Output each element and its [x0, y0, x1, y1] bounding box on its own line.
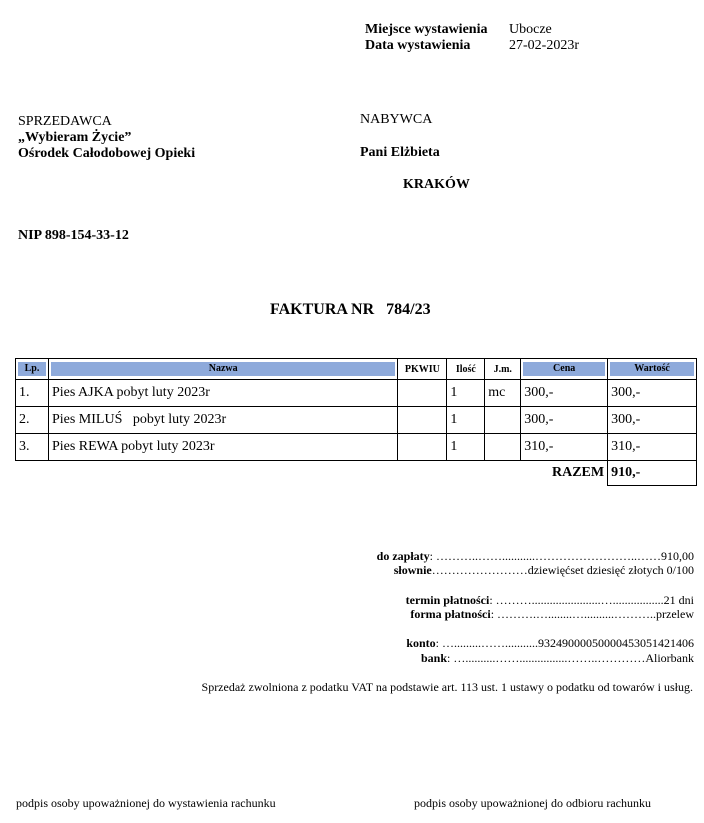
- table-row: [16, 407, 697, 434]
- cell-price: 300,-: [521, 380, 608, 407]
- amount-in-words: słownie……………………dziewięćset dziesięć złotych 0/100: [393, 563, 694, 577]
- cell-value: 310,-: [608, 434, 697, 461]
- cell-lp: 3.: [16, 434, 49, 461]
- cell-price: 310,-: [521, 434, 608, 461]
- cell-unit: mc: [485, 380, 521, 407]
- header-price: Cena: [521, 359, 608, 380]
- cell-name: Pies REWA pobyt luty 2023r: [48, 434, 397, 461]
- cell-price: 300,-: [521, 407, 608, 434]
- table-row: [16, 434, 697, 461]
- buyer-title: NABYWCA: [360, 112, 433, 127]
- seller-name-line1: „Wybieram Życie”: [18, 130, 132, 145]
- date-label: Data wystawienia: [365, 38, 471, 53]
- header-lp: Lp.: [16, 359, 49, 380]
- cell-pkwiu: [398, 434, 447, 461]
- payment-form: forma płatności: ……….…........…..........………..przelew: [410, 607, 694, 621]
- header-qty: Ilość: [447, 359, 485, 380]
- header-unit: J.m.: [485, 359, 521, 380]
- vat-note: Sprzedaż zwolniona z podatku VAT na podstawie art. 113 ust. 1 ustawy o podatku od towarów i usług.: [201, 680, 693, 694]
- payment-term: termin płatności: ……….......................….................21 dni: [405, 593, 694, 607]
- receiver-signature-label: podpis osoby upoważnionej do odbioru rachunku: [414, 796, 651, 810]
- seller-title: SPRZEDAWCA: [18, 114, 112, 129]
- cell-lp: 2.: [16, 407, 49, 434]
- bank-account: konto: ….........……...........93249000050000453051421406: [406, 636, 694, 650]
- buyer-name: Pani Elżbieta: [360, 145, 440, 160]
- cell-qty: 1: [447, 407, 485, 434]
- total-label: RAZEM: [552, 465, 605, 481]
- amount-due: do zapłaty: ………..……...........……………………..……910,00: [376, 549, 694, 563]
- cell-pkwiu: [398, 380, 447, 407]
- total-row: [16, 461, 697, 486]
- cell-value: 300,-: [608, 407, 697, 434]
- total-value: 910,-: [608, 461, 697, 486]
- cell-unit: [485, 407, 521, 434]
- seller-block: [18, 114, 195, 162]
- cell-unit: [485, 434, 521, 461]
- issuer-signature-label: podpis osoby upoważnionej do wystawienia rachunku: [16, 796, 276, 810]
- header-pkwiu: PKWIU: [398, 359, 447, 380]
- table-row: [16, 380, 697, 407]
- table-header-row: [16, 359, 697, 380]
- cell-pkwiu: [398, 407, 447, 434]
- buyer-city: KRAKÓW: [403, 177, 470, 192]
- items-table: [15, 358, 697, 486]
- cell-name: Pies AJKA pobyt luty 2023r: [48, 380, 397, 407]
- bank-name: bank: …..........……................……..…………Aliorbank: [420, 651, 694, 665]
- place-value: Ubocze: [509, 22, 552, 37]
- cell-name: Pies MILUŚ pobyt luty 2023r: [48, 407, 397, 434]
- date-value: 27-02-2023r: [509, 38, 579, 53]
- header-value: Wartość: [608, 359, 697, 380]
- seller-nip: NIP 898-154-33-12: [18, 228, 129, 243]
- cell-lp: 1.: [16, 380, 49, 407]
- seller-name-line2: Ośrodek Całodobowej Opieki: [18, 146, 196, 161]
- cell-qty: 1: [447, 380, 485, 407]
- invoice-title: FAKTURA NR 784/23: [270, 301, 431, 318]
- cell-qty: 1: [447, 434, 485, 461]
- cell-value: 300,-: [608, 380, 697, 407]
- header-name: Nazwa: [48, 359, 397, 380]
- place-label: Miejsce wystawienia: [365, 22, 488, 37]
